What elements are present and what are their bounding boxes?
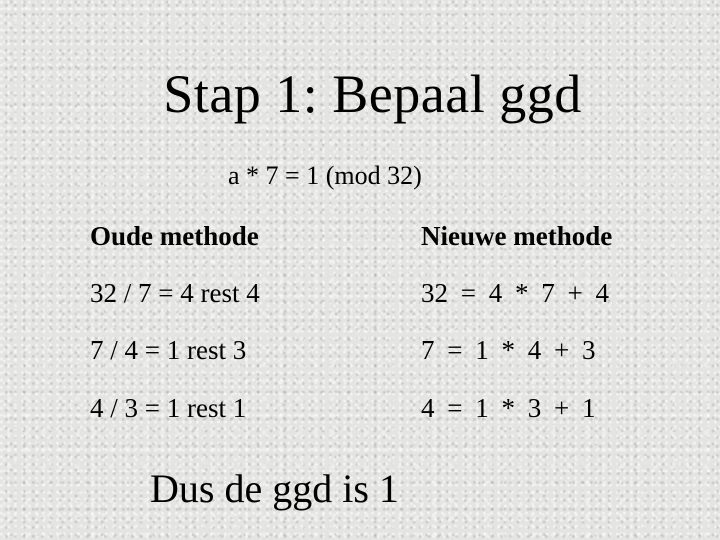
new-method-header: Nieuwe methode [421,221,613,251]
new-method-step: 7 = 1 * 4 + 3 [421,335,596,365]
equation-text: a * 7 = 1 (mod 32) [228,161,422,190]
conclusion-text: Dus de ggd is 1 [150,466,399,511]
new-method-step: 4 = 1 * 3 + 1 [421,393,596,423]
old-method-step: 4 / 3 = 1 rest 1 [90,393,247,423]
new-method-step: 32 = 4 * 7 + 4 [421,278,609,308]
old-method-header: Oude methode [90,221,259,251]
old-method-step: 7 / 4 = 1 rest 3 [90,335,247,365]
slide-title: Stap 1: Bepaal ggd [163,64,582,124]
old-method-step: 32 / 7 = 4 rest 4 [90,278,260,308]
